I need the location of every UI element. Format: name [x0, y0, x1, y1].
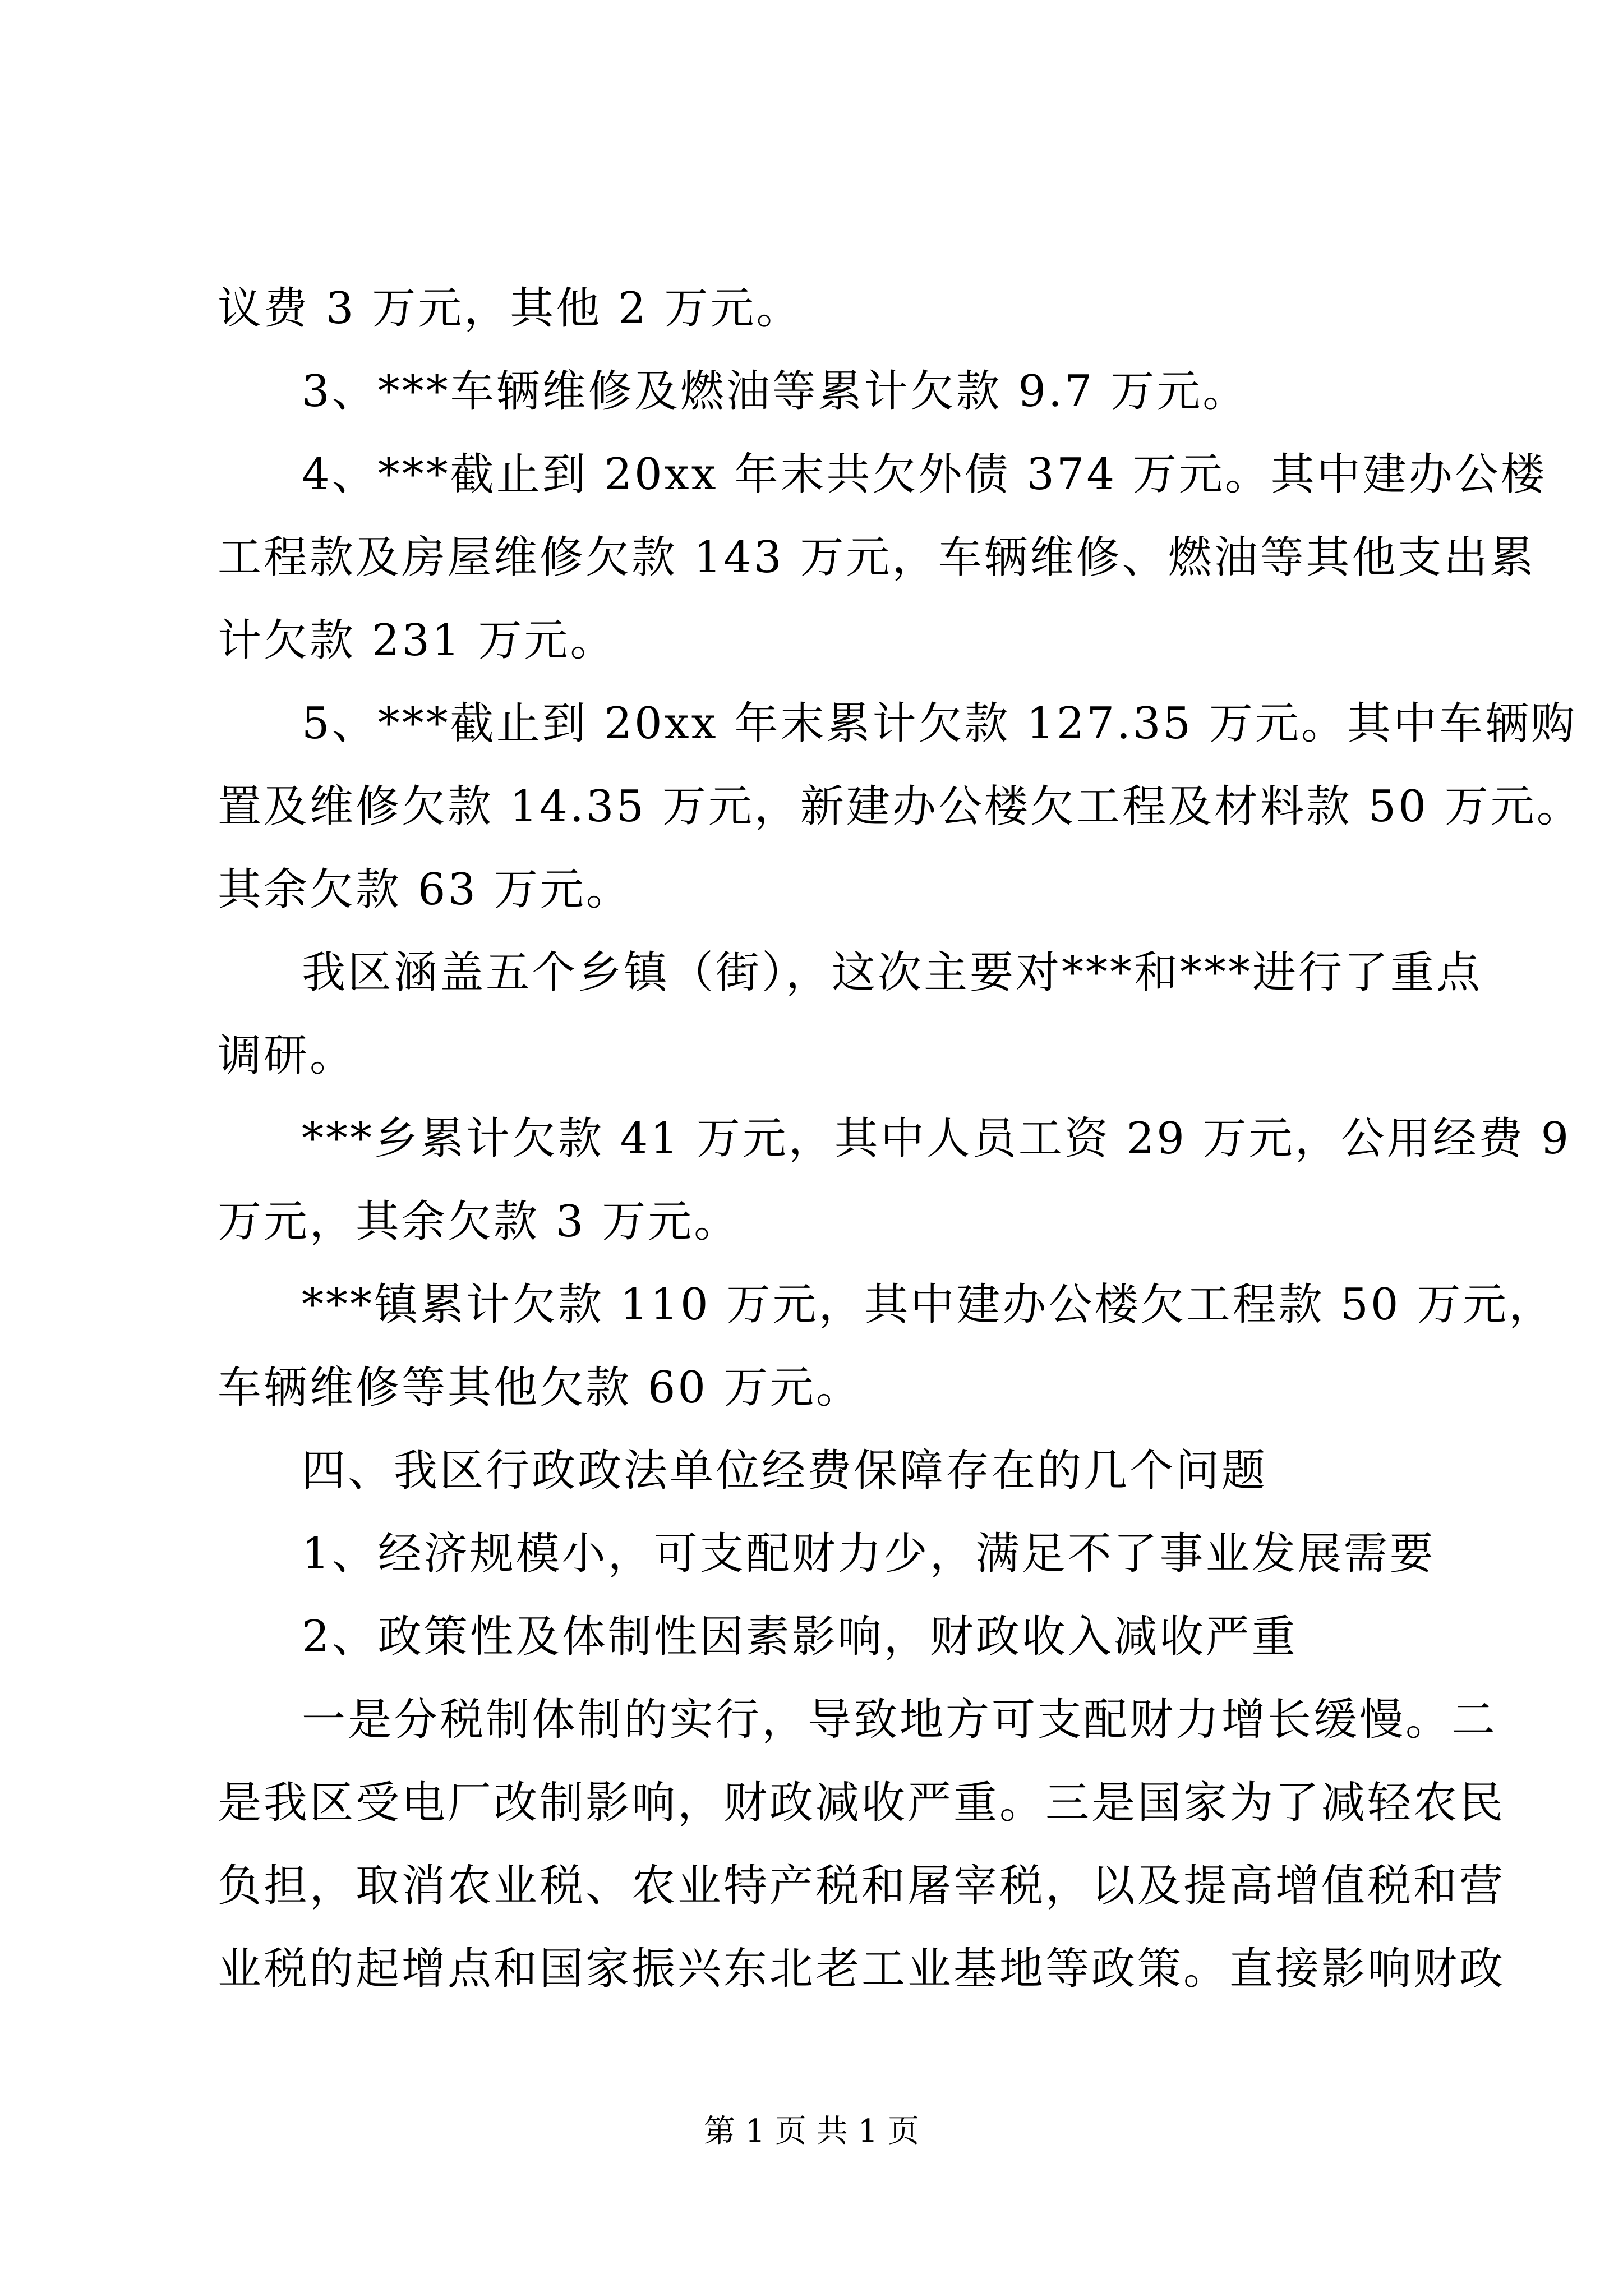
- text-line: 工程款及房屋维修欠款 143 万元，车辆维修、燃油等其他支出累: [218, 532, 1536, 583]
- text-line: ***乡累计欠款 41 万元，其中人员工资 29 万元，公用经费 9: [302, 1114, 1571, 1164]
- text-line: 议费 3 万元，其他 2 万元。: [218, 283, 803, 334]
- text-line: 3、***车辆维修及燃油等累计欠款 9.7 万元。: [302, 366, 1249, 417]
- text-line: 4、***截止到 20xx 年末共欠外债 374 万元。其中建办公楼: [302, 449, 1547, 500]
- text-line: 业税的起增点和国家振兴东北老工业基地等政策。直接影响财政: [218, 1944, 1506, 1994]
- text-line: 其余欠款 63 万元。: [218, 864, 632, 915]
- subheading: 1、经济规模小，可支配财力少，满足不了事业发展需要: [302, 1529, 1436, 1579]
- text-line: 置及维修欠款 14.35 万元，新建办公楼欠工程及材料款 50 万元。: [218, 781, 1583, 832]
- text-line: ***镇累计欠款 110 万元，其中建办公楼欠工程款 50 万元，: [302, 1280, 1555, 1330]
- text-line: 一是分税制体制的实行，导致地方可支配财力增长缓慢。二: [302, 1695, 1498, 1745]
- text-line: 是我区受电厂改制影响，财政减收严重。三是国家为了减轻农民: [218, 1778, 1506, 1828]
- text-line: 调研。: [218, 1030, 356, 1081]
- text-line: 我区涵盖五个乡镇（街），这次主要对***和***进行了重点: [302, 947, 1483, 998]
- subheading: 2、政策性及体制性因素影响，财政收入减收严重: [302, 1612, 1298, 1662]
- text-line: 计欠款 231 万元。: [218, 615, 616, 666]
- page-footer: 第 1 页 共 1 页: [703, 2113, 920, 2150]
- text-line: 车辆维修等其他欠款 60 万元。: [218, 1363, 862, 1413]
- section-heading: 四、我区行政政法单位经费保障存在的几个问题: [302, 1446, 1268, 1496]
- text-line: 负担，取消农业税、农业特产税和屠宰税，以及提高增值税和营: [218, 1861, 1506, 1911]
- text-line: 万元，其余欠款 3 万元。: [218, 1197, 740, 1247]
- text-line: 5、***截止到 20xx 年末累计欠款 127.35 万元。其中车辆购: [302, 698, 1577, 749]
